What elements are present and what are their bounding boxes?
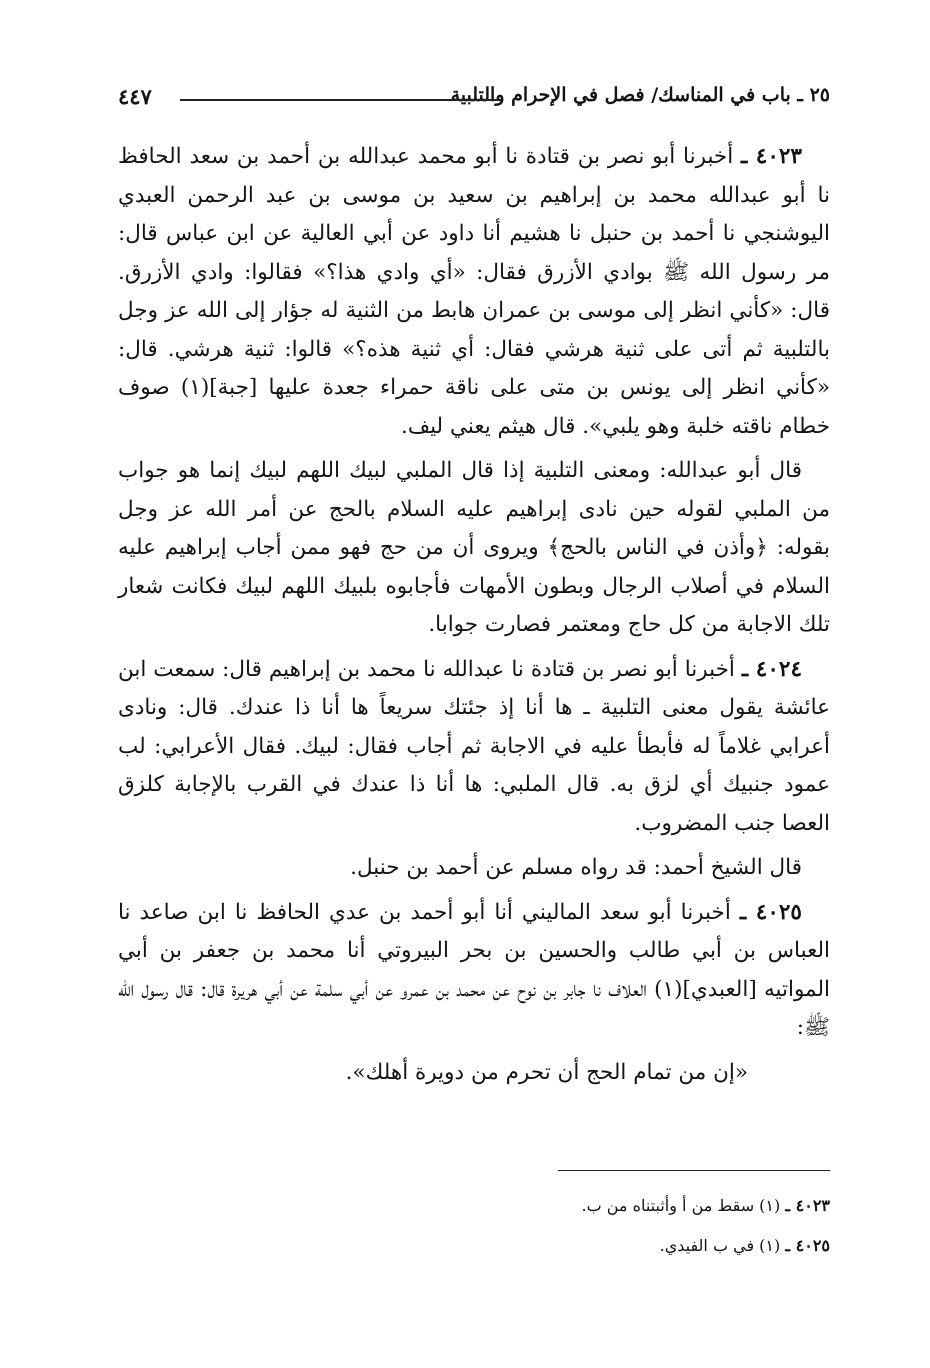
page-number: ٤٤٧ (118, 84, 152, 109)
prophetic-quote (118, 1054, 830, 1093)
footnote-ref: ٤٠٢٣ ـ (785, 1196, 830, 1215)
footnote (118, 1226, 830, 1266)
quote-text: «إن من تمام الحج أن تحرم من دويرة أهلك». (345, 1059, 748, 1085)
hadith-4025 (118, 894, 830, 1048)
footnote-text: (١) في ب الفيدي. (659, 1236, 781, 1255)
running-title: ٢٥ ـ باب في المناسك/ فصل في الإحرام والتلبية (450, 84, 830, 106)
commentary-text: قال أبو عبدالله: ومعنى التلبية إذا قال الملبي لبيك اللهم لبيك إنما هو جواب من الملبي لقوله حين نادى إبراهيم عليه السلام بالحج عن أمر الله عز وجل بقوله: ﴿وأذن في الناس بالحج﴾ ويروى أن من حج فهو ممن أجاب إبراهيم عليه السلام في أصلاب الرجال وبطون الأمهات فأجابوه بلبيك اللهم لبيك فكانت شعار تلك الاجابة من كل حاج ومعتمر فصارت جوابا. (118, 458, 830, 637)
hadith-text: أخبرنا أبو نصر بن قتادة نا أبو محمد عبدالله بن أحمد بن سعد الحافظ نا أبو عبدالله محمد بن إبراهيم بن سعيد بن موسى بن عبد الرحمن العبدي اليوشنجي نا أحمد بن حنبل نا هشيم أنا داود عن أبي العالية عن ابن عباس قال: مر رسول الله ﷺ بوادي الأزرق فقال: «أي وادي هذا؟» فقالوا: وادي الأزرق. قال: «كأني انظر إلى موسى بن عمران هابط من الثنية له جؤار إلى الله عز وجل بالتلبية ثم أتى على ثنية هرشي فقال: أي ثنية هذه؟» قالوا: ثنية هرشي. قال: «كأني انظر إلى يونس بن متى على ناقة حمراء جعدة عليها [جبة](١) صوف خطام ناقته خلبة وهو يلبي». قال هيثم يعني ليف. (118, 144, 830, 439)
sheikh-note (118, 849, 830, 888)
footnote (118, 1186, 830, 1226)
page-header (118, 82, 830, 116)
hadith-number: ٤٠٢٤ ـ (741, 656, 802, 682)
footnotes (118, 1186, 830, 1266)
footnote-rule (558, 1170, 830, 1171)
footnote-ref: ٤٠٢٥ ـ (785, 1236, 830, 1255)
hadith-text: أخبرنا أبو نصر بن قتادة نا عبدالله نا محمد بن إبراهيم قال: سمعت ابن عائشة يقول معنى التلبية ـ ها أنا إذ جئتك سريعاً ها أنا ذا عندك. قال: ونادى أعرابي غلاماً له فأبطأ عليه في الاجابة ثم أجاب فقال: لبيك. فقال الأعرابي: لب عمود جنبيك أي لزق به. قال الملبي: ها أنا ذا عندك في القرب بالإجابة كلزق العصا جنب المضروب. (118, 656, 830, 836)
hadith-4024 (118, 651, 830, 844)
header-rule (180, 99, 500, 101)
footnote-text: (١) سقط من أ وأثبتناه من ب. (581, 1196, 781, 1215)
commentary-paragraph (118, 452, 830, 645)
hadith-number: ٤٠٢٣ ـ (741, 144, 802, 169)
hadith-4023 (118, 138, 830, 446)
main-text (118, 138, 830, 1098)
hadith-number: ٤٠٢٥ ـ (739, 899, 802, 925)
hadith-text: أخبرنا أبو سعد الماليني أنا أبو أحمد بن عدي الحافظ نا ابن صاعد نا العباس بن أبي طالب والحسين بن بحر البيروتي أنا محمد بن جعفر بن أبي المواتيه [العبدي](١) العلاف نا جابر بن نوح عن محمد بن عمرو عن أبي سلمة عن أبي هريرة قال: قال رسول الله ﷺ: (118, 899, 831, 1040)
sheikh-note-text: قال الشيخ أحمد: قد رواه مسلم عن أحمد بن حنبل. (350, 855, 802, 880)
